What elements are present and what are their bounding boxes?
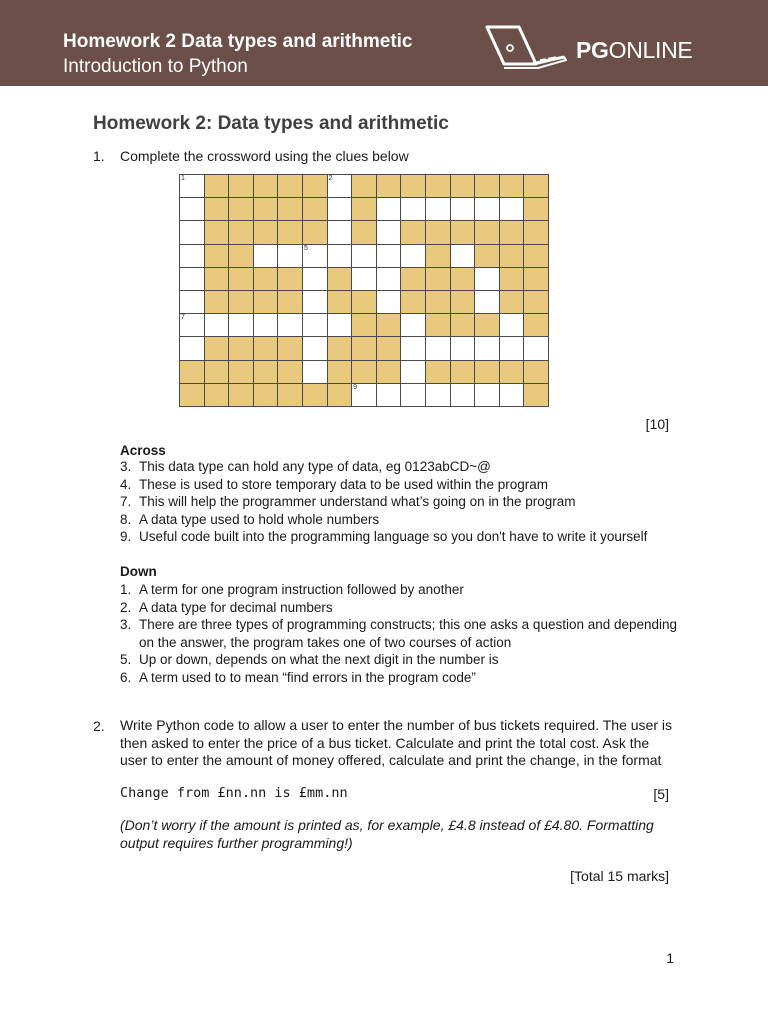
crossword-cell-open[interactable] <box>475 198 500 221</box>
crossword-cell-open[interactable] <box>204 314 229 337</box>
laptop-icon <box>484 24 570 74</box>
crossword-cell-blocked <box>376 337 401 360</box>
crossword-row <box>180 360 549 383</box>
crossword-cell-open[interactable] <box>376 267 401 290</box>
crossword-cell-blocked <box>524 290 549 313</box>
crossword-cell-open[interactable] <box>302 337 327 360</box>
question-1-marks: [10] <box>645 416 669 432</box>
crossword-cell-open[interactable] <box>302 360 327 383</box>
crossword-cell-blocked <box>401 290 426 313</box>
crossword-cell-blocked <box>278 198 303 221</box>
crossword-cell-blocked <box>524 314 549 337</box>
crossword-cell-blocked <box>253 175 278 198</box>
crossword-cell-blocked <box>302 175 327 198</box>
crossword-cell-open[interactable] <box>401 314 426 337</box>
crossword-row <box>180 175 549 198</box>
crossword-cell-open[interactable] <box>180 337 205 360</box>
crossword-cell-blocked <box>302 221 327 244</box>
crossword-cell-blocked <box>180 383 205 406</box>
crossword-cell-blocked <box>524 198 549 221</box>
clue-text: These is used to store temporary data to be used within the program <box>139 476 548 492</box>
crossword-cell-blocked <box>425 175 450 198</box>
crossword-clue-number: 2 <box>328 175 333 182</box>
question-2-text: Write Python code to allow a user to enter the number of bus tickets required. The user is then asked to enter the price of a bus ticket. Calculate and print the total cost. Ask the user to enter the amount of money offered, calculate and print the change, in the format <box>120 717 672 769</box>
clue-number: 3. <box>120 459 132 474</box>
crossword-cell-open[interactable] <box>327 198 352 221</box>
crossword-cell-blocked <box>327 337 352 360</box>
across-clues <box>120 458 680 546</box>
crossword-cell-open[interactable] <box>475 290 500 313</box>
crossword-cell-open[interactable] <box>450 244 475 267</box>
crossword-cell-blocked <box>253 198 278 221</box>
clue-number: 3. <box>120 617 132 633</box>
crossword-cell-blocked <box>278 337 303 360</box>
crossword-cell-open[interactable] <box>180 175 205 198</box>
crossword-cell-blocked <box>450 175 475 198</box>
crossword-cell-open[interactable] <box>450 198 475 221</box>
crossword-cell-blocked <box>278 383 303 406</box>
total-marks: [Total 15 marks] <box>570 868 669 884</box>
crossword-cell-blocked <box>352 175 377 198</box>
question-1-number: 1. <box>93 148 105 164</box>
clue-text: There are three types of programming constructs; this one asks a question and depending on the answer, the program takes one of two courses of action <box>139 617 678 650</box>
crossword-cell-open[interactable] <box>352 244 377 267</box>
crossword-cell-blocked <box>278 360 303 383</box>
clue-item <box>120 493 680 511</box>
crossword-cell-open[interactable] <box>401 337 426 360</box>
crossword-cell-blocked <box>204 175 229 198</box>
crossword-cell-open[interactable] <box>475 383 500 406</box>
crossword-cell-open[interactable] <box>302 290 327 313</box>
crossword-cell-blocked <box>425 267 450 290</box>
crossword-cell-open[interactable] <box>327 314 352 337</box>
clue-number: 4. <box>120 476 132 492</box>
crossword-cell-open[interactable] <box>376 221 401 244</box>
clue-item <box>120 528 680 546</box>
crossword-cell-blocked <box>425 290 450 313</box>
crossword-cell-blocked <box>450 360 475 383</box>
crossword-cell-blocked <box>524 244 549 267</box>
crossword-cell-open[interactable] <box>180 267 205 290</box>
logo-text <box>576 37 692 64</box>
crossword-cell-blocked <box>475 221 500 244</box>
crossword-clue-number: 5 <box>303 244 308 252</box>
crossword-cell-blocked <box>229 221 254 244</box>
crossword-cell-open[interactable] <box>475 337 500 360</box>
crossword-cell-blocked <box>376 314 401 337</box>
clue-number: 6. <box>120 669 132 685</box>
down-clues <box>120 581 680 687</box>
crossword-cell-open[interactable] <box>401 198 426 221</box>
crossword-cell-blocked <box>327 267 352 290</box>
crossword-cell-open[interactable] <box>253 244 278 267</box>
crossword-cell-blocked <box>425 221 450 244</box>
crossword-cell-open[interactable] <box>327 175 352 198</box>
clue-text: This will help the programmer understand what’s going on in the program <box>139 494 576 510</box>
crossword-cell-blocked <box>229 290 254 313</box>
question-2-marks: [5] <box>653 786 669 802</box>
crossword-cell-blocked <box>229 337 254 360</box>
crossword-grid <box>179 174 549 407</box>
clue-text: A data type used to hold whole numbers <box>139 511 380 527</box>
crossword-row <box>180 244 549 267</box>
crossword-cell-open[interactable] <box>376 383 401 406</box>
clue-item <box>120 616 680 651</box>
crossword-cell-blocked <box>278 267 303 290</box>
crossword-cell-blocked <box>253 337 278 360</box>
crossword-cell-blocked <box>204 383 229 406</box>
crossword-cell-blocked <box>204 221 229 244</box>
page-header <box>0 0 768 86</box>
crossword-cell-blocked <box>229 244 254 267</box>
clue-number: 9. <box>120 529 132 545</box>
clue-number: 5. <box>120 652 132 668</box>
crossword-cell-open[interactable] <box>401 360 426 383</box>
crossword-cell-blocked <box>425 244 450 267</box>
clue-text: This data type can hold any type of data, eg 0123abCD~@ <box>139 459 491 474</box>
crossword-cell-blocked <box>499 267 524 290</box>
clue-item <box>120 476 680 494</box>
crossword-cell-open[interactable] <box>327 244 352 267</box>
output-format-code: Change from £nn.nn is £mm.nn <box>120 785 348 801</box>
crossword-cell-blocked <box>352 290 377 313</box>
logo-pg: PG <box>576 37 609 63</box>
crossword-cell-open[interactable] <box>180 244 205 267</box>
crossword-cell-blocked <box>425 360 450 383</box>
crossword-cell-open[interactable] <box>302 314 327 337</box>
crossword-cell-blocked <box>302 198 327 221</box>
crossword-cell-blocked <box>204 267 229 290</box>
crossword-cell-open[interactable] <box>352 267 377 290</box>
question-1-text: Complete the crossword using the clues below <box>120 148 409 164</box>
crossword-cell-blocked <box>352 314 377 337</box>
crossword-cell-open[interactable] <box>475 267 500 290</box>
crossword-cell-open[interactable] <box>499 337 524 360</box>
crossword-cell-blocked <box>352 360 377 383</box>
across-heading: Across <box>120 443 166 458</box>
clue-text: A term for one program instruction followed by another <box>139 582 464 597</box>
crossword-cell-blocked <box>524 360 549 383</box>
crossword-cell-blocked <box>450 290 475 313</box>
crossword-row <box>180 198 549 221</box>
crossword-cell-open[interactable] <box>376 290 401 313</box>
crossword-cell-open[interactable] <box>499 198 524 221</box>
crossword-cell-blocked <box>376 360 401 383</box>
crossword-cell-blocked <box>352 337 377 360</box>
crossword-clue-number: 7 <box>181 314 185 322</box>
crossword-cell-open[interactable] <box>302 267 327 290</box>
crossword-cell-blocked <box>499 360 524 383</box>
crossword-cell-blocked <box>499 290 524 313</box>
crossword-cell-blocked <box>475 360 500 383</box>
crossword-cell-blocked <box>475 175 500 198</box>
crossword-cell-blocked <box>401 175 426 198</box>
crossword-cell-blocked <box>253 383 278 406</box>
crossword-cell-blocked <box>229 383 254 406</box>
crossword-cell-blocked <box>401 221 426 244</box>
crossword-cell-blocked <box>204 198 229 221</box>
page-title: Homework 2: Data types and arithmetic <box>93 113 449 134</box>
crossword-cell-open[interactable] <box>450 383 475 406</box>
crossword-cell-open[interactable] <box>302 244 327 267</box>
crossword-cell-blocked <box>278 175 303 198</box>
crossword-cell-open[interactable] <box>401 383 426 406</box>
question-2-number: 2. <box>93 718 105 734</box>
crossword-cell-blocked <box>450 221 475 244</box>
crossword-cell-blocked <box>229 360 254 383</box>
crossword-cell-open[interactable] <box>376 244 401 267</box>
question-2-note: (Don’t worry if the amount is printed as, for example, £4.8 instead of £4.80. Formatting output requires further programming!) <box>120 817 654 851</box>
crossword-cell-blocked <box>327 383 352 406</box>
clue-number: 1. <box>120 582 132 597</box>
crossword-cell-blocked <box>475 244 500 267</box>
crossword-cell-open[interactable] <box>376 198 401 221</box>
clue-item <box>120 651 680 669</box>
crossword-cell-blocked <box>352 198 377 221</box>
crossword-cell-blocked <box>204 244 229 267</box>
crossword-cell-open[interactable] <box>278 314 303 337</box>
crossword-cell-open[interactable] <box>425 383 450 406</box>
crossword-row <box>180 383 549 406</box>
crossword-cell-blocked <box>524 221 549 244</box>
crossword-cell-open[interactable] <box>425 198 450 221</box>
crossword-cell-blocked <box>302 383 327 406</box>
crossword-cell-blocked <box>327 360 352 383</box>
crossword-cell-open[interactable] <box>253 314 278 337</box>
crossword-cell-blocked <box>278 290 303 313</box>
crossword-cell-blocked <box>204 337 229 360</box>
crossword-cell-open[interactable] <box>524 337 549 360</box>
crossword-cell-blocked <box>376 175 401 198</box>
crossword-cell-open[interactable] <box>229 314 254 337</box>
crossword-row <box>180 290 549 313</box>
crossword-cell-open[interactable] <box>180 198 205 221</box>
clue-item <box>120 511 680 529</box>
crossword-row <box>180 337 549 360</box>
crossword-cell-blocked <box>229 267 254 290</box>
crossword-row <box>180 221 549 244</box>
crossword-cell-blocked <box>499 244 524 267</box>
crossword-cell-blocked <box>425 314 450 337</box>
crossword-cell-blocked <box>253 221 278 244</box>
crossword-cell-blocked <box>499 221 524 244</box>
clue-text: Useful code built into the programming language so you don't have to write it yourself <box>139 529 648 545</box>
crossword-cell-open[interactable] <box>425 337 450 360</box>
crossword-cell-blocked <box>204 360 229 383</box>
logo-online: ONLINE <box>608 37 693 63</box>
crossword-cell-blocked <box>253 360 278 383</box>
crossword-cell-blocked <box>499 175 524 198</box>
crossword-cell-blocked <box>278 221 303 244</box>
header-subtitle: Introduction to Python <box>63 56 248 77</box>
crossword-cell-blocked <box>450 267 475 290</box>
crossword-cell-open[interactable] <box>180 221 205 244</box>
clue-text: A data type for decimal numbers <box>139 599 333 615</box>
crossword-cell-blocked <box>253 290 278 313</box>
crossword-cell-blocked <box>352 221 377 244</box>
clue-text: Up or down, depends on what the next digit in the number is <box>139 652 499 668</box>
down-heading: Down <box>120 564 157 579</box>
crossword-cell-blocked <box>475 314 500 337</box>
crossword-cell-blocked <box>229 198 254 221</box>
clue-number: 7. <box>120 494 132 510</box>
clue-number: 2. <box>120 599 132 615</box>
crossword-clue-number: 9 <box>353 383 358 391</box>
crossword-cell-blocked <box>229 175 254 198</box>
crossword-cell-blocked <box>524 383 549 406</box>
crossword-cell-blocked <box>180 360 205 383</box>
crossword-cell-open[interactable] <box>180 314 205 337</box>
header-title: Homework 2 Data types and arithmetic <box>63 31 413 52</box>
crossword-cell-open[interactable] <box>499 314 524 337</box>
crossword-cell-open[interactable] <box>499 383 524 406</box>
clue-item <box>120 599 680 617</box>
page-number: 1 <box>666 950 674 966</box>
crossword-cell-blocked <box>524 267 549 290</box>
crossword-clue-number: 1 <box>181 175 185 182</box>
clue-item <box>120 669 680 687</box>
crossword-cell-open[interactable] <box>401 244 426 267</box>
crossword-cell-blocked <box>401 267 426 290</box>
clue-text: A term used to to mean “find errors in the program code” <box>139 669 476 685</box>
crossword-cell-blocked <box>524 175 549 198</box>
clue-item <box>120 458 680 476</box>
crossword-cell-blocked <box>204 290 229 313</box>
crossword-cell-open[interactable] <box>352 383 377 406</box>
crossword-cell-blocked <box>253 267 278 290</box>
clue-item <box>120 581 680 599</box>
crossword-cell-open[interactable] <box>180 290 205 313</box>
crossword-cell-open[interactable] <box>450 337 475 360</box>
crossword-cell-blocked <box>327 290 352 313</box>
crossword-row <box>180 314 549 337</box>
clue-number: 8. <box>120 511 132 527</box>
crossword-cell-open[interactable] <box>278 244 303 267</box>
crossword-row <box>180 267 549 290</box>
crossword-cell-blocked <box>450 314 475 337</box>
crossword-cell-open[interactable] <box>327 221 352 244</box>
